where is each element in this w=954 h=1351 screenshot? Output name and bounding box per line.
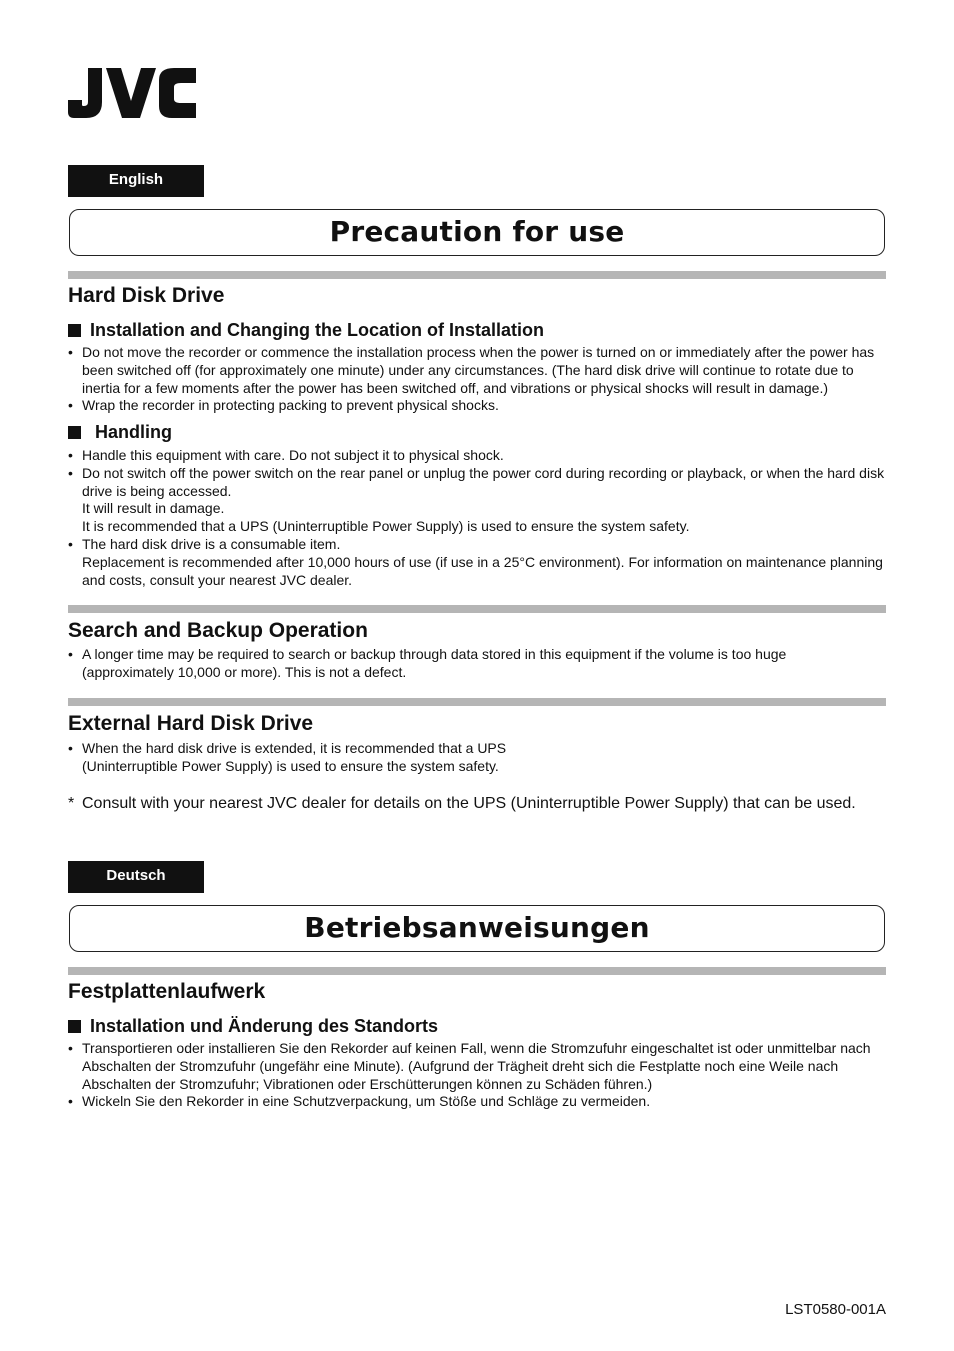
section-divider [68, 271, 886, 279]
section-heading-hard-disk-drive: Hard Disk Drive [68, 284, 225, 307]
document-code: LST0580-001A [785, 1301, 886, 1318]
list-item: • The hard disk drive is a consumable item. [68, 535, 341, 552]
list-item-note: It is recommended that a UPS (Uninterruptible Power Supply) is used to ensure the system safety. [82, 518, 690, 535]
square-bullet-icon [68, 324, 81, 337]
list-item-continuation: (Uninterruptible Power Supply) is used to ensure the system safety. [82, 757, 499, 774]
list-item: • Transportieren oder installieren Sie den Rekorder auf keinen Fall, wenn die Stromzufuhr eingeschaltet ist oder unmittelbar nach Abschalten der Stromzufuhr (ungefähr eine Minute). (Aufgrund der Trägheit dreht sich die Festplatte noch eine Weile nach Abschalten der Stromzufuhr; Vibrationen oder Erschütterungen können zu Schäden führen.) [68, 1040, 871, 1092]
square-bullet-icon [68, 426, 81, 439]
language-tab-english: English [68, 165, 204, 197]
list-item: • Handle this equipment with care. Do not subject it to physical shock. [68, 447, 504, 463]
list-item-continuation: (approximately 10,000 or more). This is not a defect. [82, 663, 407, 680]
section-heading-festplattenlaufwerk: Festplattenlaufwerk [68, 980, 266, 1003]
handling-list [68, 447, 888, 589]
list-item-note: It will result in damage. [82, 500, 225, 517]
page-title-deutsch: Betriebsanweisungen [69, 905, 885, 952]
square-bullet-icon [68, 1020, 81, 1033]
asterisk-mark: * [68, 795, 75, 812]
external-list [68, 740, 888, 776]
page-title: Precaution for use [69, 209, 885, 256]
list-item-note: Replacement is recommended after 10,000 hours of use (if use in a 25°C environment). For information on maintenance planning and costs, consult your nearest JVC dealer. [82, 553, 883, 588]
section-divider [68, 698, 886, 706]
search-list [68, 646, 888, 682]
list-item: • Do not move the recorder or commence the installation process when the power is turned on or immediately after the power has been switched off (for approximately one minute) under any circumstances. (The hard disk drive will continue to rotate due to inertia for a few moments after the power has been switched off, and vibrations or physical shocks will result in damage.) [68, 344, 875, 396]
list-item: • Do not switch off the power switch on the rear panel or unplug the power cord during recording or playback, or when the hard disk drive is being accessed. [68, 464, 885, 499]
section-heading-external-hdd: External Hard Disk Drive [68, 712, 314, 735]
subheading-handling: Handling [68, 422, 172, 443]
section-divider [68, 967, 886, 975]
list-item: • Wickeln Sie den Rekorder in eine Schutzverpackung, um Stöße und Schläge zu vermeiden. [68, 1093, 651, 1110]
subheading-installation-de: Installation und Änderung des Standorts [68, 1016, 438, 1037]
subheading-installation: Installation and Changing the Location of Installation [68, 320, 544, 341]
list-item: • A longer time may be required to search or backup through data stored in this equipment if the volume is too huge [68, 646, 787, 662]
list-item: • Wrap the recorder in protecting packing to prevent physical shocks. [68, 397, 499, 414]
list-item: • When the hard disk drive is extended, it is recommended that a UPS [68, 740, 507, 756]
installation-list-de [68, 1040, 888, 1111]
ups-note: * Consult with your nearest JVC dealer for details on the UPS (Uninterruptible Power Supply) that can be used. [68, 795, 856, 812]
section-heading-search-backup: Search and Backup Operation [68, 619, 368, 642]
language-tab-deutsch: Deutsch [68, 861, 204, 893]
installation-list [68, 344, 888, 415]
section-divider [68, 605, 886, 613]
jvc-logo [68, 68, 196, 118]
